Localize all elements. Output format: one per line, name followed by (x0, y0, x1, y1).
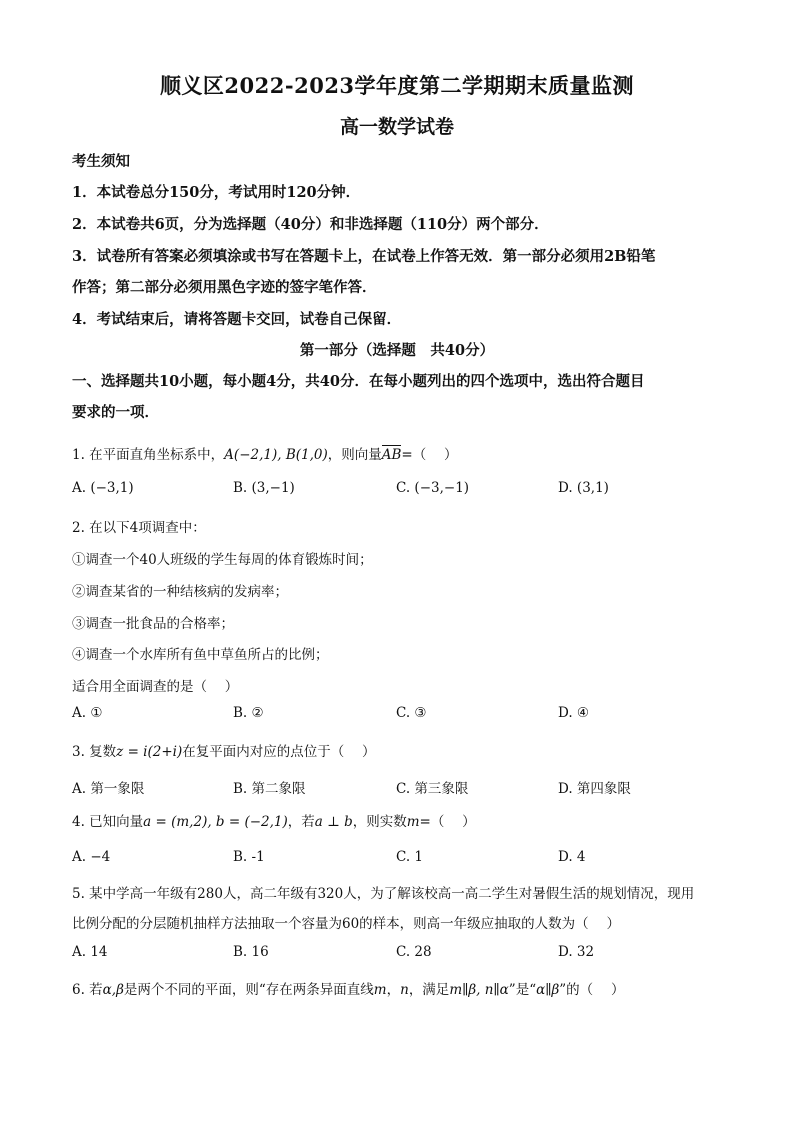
q3-option-d: D. 第四象限 (558, 781, 631, 797)
q5-option-b: B. 16 (233, 944, 269, 960)
q5-option-c: C. 28 (396, 944, 432, 960)
q4-option-c: C. 1 (396, 849, 424, 865)
notice-item-3-cont: 作答；第二部分必须用黑色字迹的签字笔作答． (72, 279, 377, 296)
q4-vectors: a = (m,2), b = (−2,1) (143, 814, 288, 830)
notice-item-2: 2．本试卷共6页，分为选择题（40分）和非选择题（110分）两个部分． (72, 216, 549, 233)
q1-vector: AB (381, 447, 402, 463)
q2-ask: 适合用全面调查的是（ ） (72, 679, 239, 695)
q3-option-b: B. 第二象限 (233, 781, 306, 797)
notice-item-4: 4．考试结束后，请将答题卡交回，试卷自己保留． (72, 311, 402, 328)
q3-option-a: A. 第一象限 (72, 781, 145, 797)
q1-prefix: 1. 在平面直角坐标系中， (72, 447, 225, 463)
q1-option-c: C. (−3,−1) (396, 480, 470, 496)
part1-instructions-2: 要求的一项． (72, 404, 159, 421)
q2-option-d: D. ④ (558, 705, 590, 721)
q2-option-c: C. ③ (396, 705, 427, 721)
question-6-stem (72, 978, 734, 998)
q1-points: A(−2,1), B(1,0) (224, 447, 328, 463)
q6-planes: α,β (102, 982, 124, 998)
q4-suffix: ，则实数 (352, 814, 407, 830)
q4-condition: a ⊥ b (314, 814, 353, 830)
q6-mid2: ， (386, 982, 401, 998)
q4-option-d: D. 4 (558, 849, 586, 865)
q4-option-a: A. −4 (72, 849, 111, 865)
q1-suffix: =（ ） (401, 447, 458, 463)
q1-middle: ，则向量 (327, 447, 382, 463)
q6-end: ”的（ ） (559, 982, 625, 998)
q6-line-n: n (400, 982, 409, 998)
q6-mid3: ，满足 (408, 982, 450, 998)
q2-item-3: ③调查一批食品的合格率； (72, 616, 234, 632)
q3-prefix: 3. 复数 (72, 744, 117, 760)
q4-var: m (406, 814, 420, 830)
notice-heading: 考生须知 (72, 153, 130, 170)
part1-title: 第一部分（选择题 共40分） (299, 342, 495, 359)
q2-option-b: B. ② (233, 705, 264, 721)
q4-middle: ，若 (287, 814, 315, 830)
q4-prefix: 4. 已知向量 (72, 814, 144, 830)
notice-item-3: 3．试卷所有答案必须填涂或书写在答题卡上，在试卷上作答无效．第一部分必须用2B铅笔 (72, 248, 656, 265)
q2-item-2: ②调查某省的一种结核病的发病率； (72, 584, 288, 600)
q3-suffix: 在复平面内对应的点位于（ ） (182, 744, 376, 760)
q2-item-4: ④调查一个水库所有鱼中草鱼所占的比例； (72, 647, 329, 663)
q6-mid4: ”是“ (508, 982, 537, 998)
question-4-stem (72, 810, 734, 830)
q5-option-a: A. 14 (72, 944, 108, 960)
q1-option-a: A. (−3,1) (72, 480, 134, 496)
q6-mid1: 是两个不同的平面，则“存在两条异面直线 (123, 982, 374, 998)
question-1-stem (72, 443, 734, 463)
question-5-line-1: 5. 某中学高一年级有280人，高二年级有320人，为了解该校高一高二学生对暑假生活的规划情况，现用 (72, 886, 695, 902)
q4-end: =（ ） (419, 814, 476, 830)
q6-prefix: 6. 若 (72, 982, 103, 998)
q6-plane-parallel: α∥β (536, 982, 560, 998)
q3-math: z = i(2+i) (116, 744, 183, 760)
q5-option-d: D. 32 (558, 944, 595, 960)
q2-option-a: A. ① (72, 705, 103, 721)
question-3-stem (72, 740, 734, 760)
exam-title: 顺义区2022-2023学年度第二学期期末质量监测 (159, 73, 635, 98)
part1-instructions-1: 一、选择题共10小题，每小题4分，共40分．在每小题列出的四个选项中，选出符合题目 (72, 373, 645, 390)
q3-option-c: C. 第三象限 (396, 781, 469, 797)
q1-option-d: D. (3,1) (558, 480, 609, 496)
q2-item-1: ①调查一个40人班级的学生每周的体育锻炼时间； (72, 552, 373, 568)
question-2-stem: 2. 在以下4项调查中： (72, 520, 206, 536)
q4-option-b: B. -1 (233, 849, 265, 865)
notice-item-1: 1．本试卷总分150分，考试用时120分钟． (72, 184, 361, 201)
exam-subtitle: 高一数学试卷 (339, 116, 454, 138)
question-5-line-2: 比例分配的分层随机抽样方法抽取一个容量为60的样本，则高一年级应抽取的人数为（ ） (72, 916, 620, 932)
q1-option-b: B. (3,−1) (233, 480, 295, 496)
q6-parallel-cond: m∥β, n∥α (449, 982, 509, 998)
q6-line-m: m (373, 982, 387, 998)
